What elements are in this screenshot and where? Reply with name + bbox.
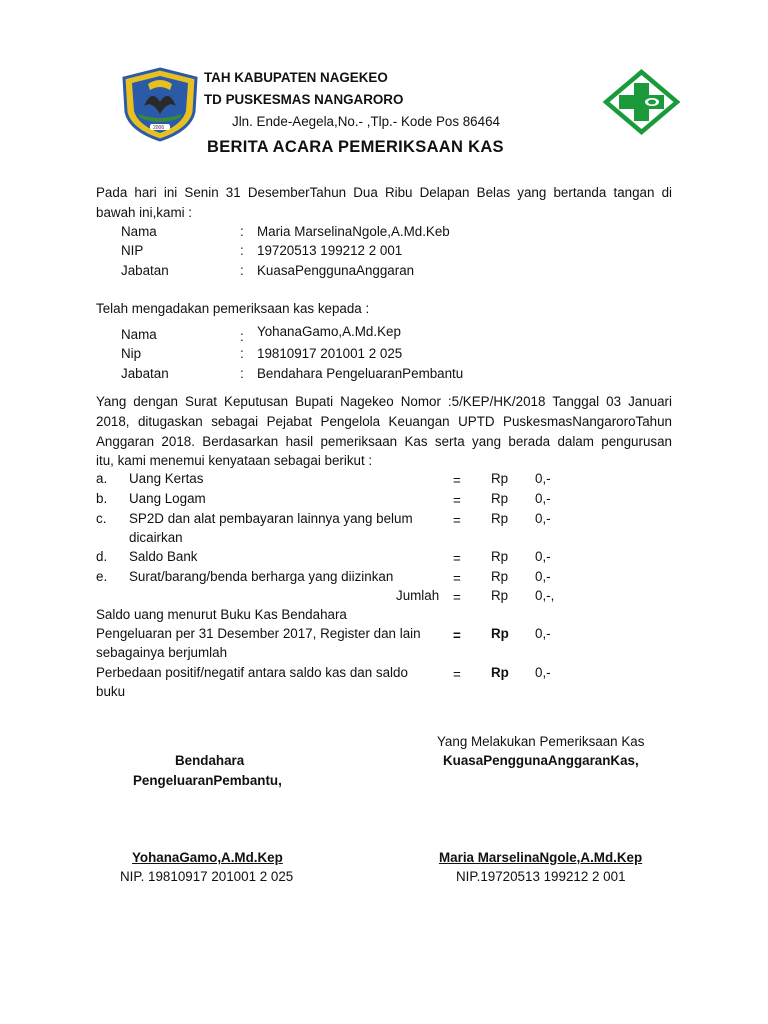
decree-text-1: Yang dengan Surat Keputusan Bupati Nagekeo Nomor :5/KEP/HK/2018 Tanggal 03 Januari	[96, 394, 672, 409]
examiner-position-value: KuasaPenggunaAnggaran	[257, 263, 415, 278]
item-label-continued: dicairkan	[129, 530, 183, 545]
examined-nip-label: Nip	[121, 346, 142, 361]
examiner-position-colon: :	[240, 263, 244, 278]
item-amount: 0,-	[535, 491, 551, 506]
header-line-2: TD PUSKESMAS NANGARORO	[204, 92, 404, 107]
book-balance-line-1: Saldo uang menurut Buku Kas Bendahara	[96, 607, 347, 622]
decree-text-3a: Anggaran 2018	[96, 434, 192, 449]
item-equals: =	[453, 551, 461, 566]
examined-name-label: Nama	[121, 327, 157, 342]
item-amount: 0,-	[535, 471, 551, 486]
total-label: Jumlah	[396, 588, 440, 603]
decree-line-2	[96, 413, 672, 431]
intro-line-1	[96, 184, 672, 202]
item-amount: 0,-	[535, 569, 551, 584]
item-equals: =	[453, 571, 461, 586]
item-label: Uang Kertas	[129, 471, 204, 486]
intro-text-1: Pada hari ini Senin 31 DesemberTahun Dua Ribu Delapan Belas yang bertanda tangan di	[96, 185, 672, 200]
left-signature-nip: NIP. 19810917 201001 2 025	[120, 869, 294, 884]
item-equals: =	[453, 493, 461, 508]
book-balance-amount: 0,-	[535, 626, 551, 641]
item-letter: b.	[96, 491, 108, 506]
total-amount: 0,-,	[535, 588, 555, 603]
examiner-nip-value: 19720513 199212 2 001	[257, 243, 403, 258]
item-amount: 0,-	[535, 511, 551, 526]
right-signature-role: KuasaPenggunaAnggaranKas,	[443, 753, 639, 768]
difference-amount: 0,-	[535, 665, 551, 680]
examiner-name-colon: :	[240, 224, 244, 239]
item-letter: e.	[96, 569, 108, 584]
examined-nip-colon: :	[240, 346, 244, 361]
book-balance-equals: =	[453, 628, 461, 643]
left-signature-name: YohanaGamo,A.Md.Kep	[132, 850, 283, 865]
item-label: Uang Logam	[129, 491, 206, 506]
examined-position-colon: :	[240, 366, 244, 381]
item-currency: Rp	[491, 471, 509, 486]
examined-nip-value: 19810917 201001 2 025	[257, 346, 403, 361]
item-currency: Rp	[491, 549, 509, 564]
item-letter: d.	[96, 549, 108, 564]
difference-line-2: buku	[96, 684, 126, 699]
decree-text-2: 2018, ditugaskan sebagai Pejabat Pengelola Keuangan UPTD PuskesmasNangaroroTahun	[96, 414, 672, 429]
intro-line-2: bawah ini,kami :	[96, 205, 193, 220]
puskesmas-logo	[603, 69, 680, 135]
right-signature-nip: NIP.19720513 199212 2 001	[456, 869, 626, 884]
header-line-1: TAH KABUPATEN NAGEKEO	[204, 70, 388, 85]
item-label: SP2D dan alat pembayaran lainnya yang belum	[129, 511, 413, 526]
difference-line-1: Perbedaan positif/negatif antara saldo kas dan saldo	[96, 665, 408, 680]
decree-text-3b: . Berdasarkan hasil pemeriksaan Kas serta yang berada dalam pengurusan	[191, 434, 672, 449]
examined-position-label: Jabatan	[121, 366, 169, 381]
difference-equals: =	[453, 667, 461, 682]
item-currency: Rp	[491, 491, 509, 506]
left-signature-role-1: Bendahara	[175, 753, 245, 768]
examined-position-value: Bendahara PengeluaranPembantu	[257, 366, 464, 381]
difference-currency: Rp	[491, 665, 509, 680]
examined-intro: Telah mengadakan pemeriksaan kas kepada :	[96, 301, 370, 316]
item-letter: c.	[96, 511, 107, 526]
examiner-name-label: Nama	[121, 224, 157, 239]
logo-year: 2006	[153, 125, 165, 131]
decree-line-3	[96, 433, 672, 451]
document-title: BERITA ACARA PEMERIKSAAN KAS	[207, 138, 504, 156]
examined-name-colon: :	[240, 329, 244, 344]
item-label: Saldo Bank	[129, 549, 198, 564]
book-balance-line-3: sebagainya berjumlah	[96, 645, 228, 660]
item-equals: =	[453, 473, 461, 488]
item-letter: a.	[96, 471, 108, 486]
examiner-nip-colon: :	[240, 243, 244, 258]
total-equals: =	[453, 590, 461, 605]
decree-line-4: itu, kami menemui kenyataan sebagai berikut :	[96, 453, 373, 468]
item-equals: =	[453, 513, 461, 528]
examiner-name-value: Maria MarselinaNgole,A.Md.Keb	[257, 224, 450, 239]
item-currency: Rp	[491, 569, 509, 584]
item-currency: Rp	[491, 511, 509, 526]
book-balance-currency: Rp	[491, 626, 509, 641]
right-signature-name: Maria MarselinaNgole,A.Md.Kep	[439, 850, 643, 865]
examiner-position-label: Jabatan	[121, 263, 169, 278]
total-currency: Rp	[491, 588, 509, 603]
left-signature-role-2: PengeluaranPembantu,	[133, 773, 282, 788]
item-amount: 0,-	[535, 549, 551, 564]
examined-name-value: YohanaGamo,A.Md.Kep	[257, 324, 401, 339]
item-label: Surat/barang/benda berharga yang diizinkan	[129, 569, 394, 584]
right-signature-caption: Yang Melakukan Pemeriksaan Kas	[437, 734, 645, 749]
examiner-nip-label: NIP	[121, 243, 144, 258]
header-address: Jln. Ende-Aegela,No.- ,Tlp.- Kode Pos 86464	[232, 114, 500, 129]
decree-line-1	[96, 393, 672, 411]
book-balance-line-2: Pengeluaran per 31 Desember 2017, Register dan lain	[96, 626, 421, 641]
